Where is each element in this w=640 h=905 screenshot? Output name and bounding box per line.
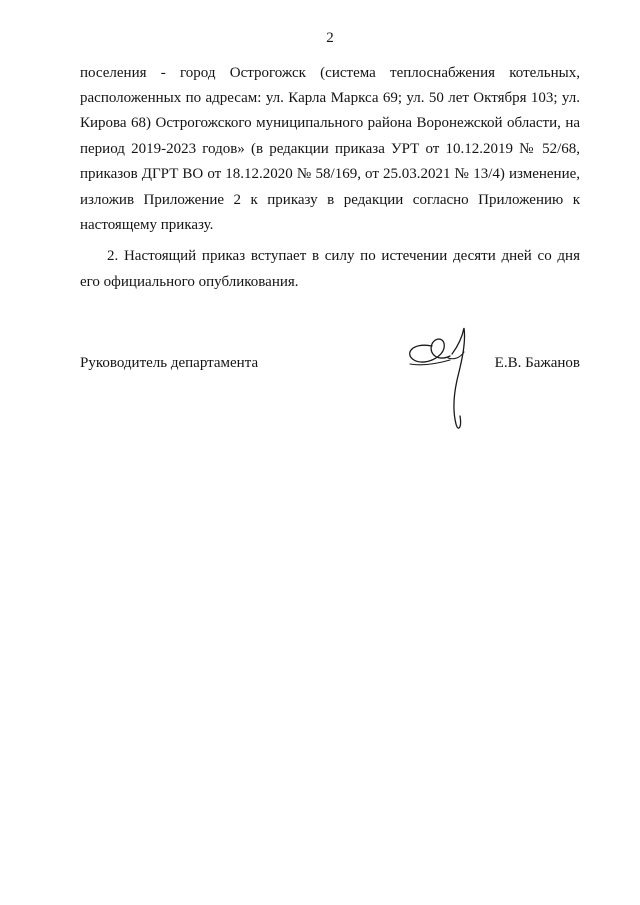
text-line: изложив Приложение 2 к приказу в редакции согласно Приложению к <box>80 192 580 208</box>
text-line: поселения - город Острогожск (система теплоснабжения котельных, <box>80 65 580 81</box>
text-line: его официального опубликования. <box>80 274 299 290</box>
text-line: 2. Настоящий приказ вступает в силу по истечении десяти дней со дня <box>107 248 580 264</box>
text-line: настоящему приказу. <box>80 217 214 233</box>
text-line: период 2019-2023 годов» (в редакции приказа УРТ от 10.12.2019 № 52/68, <box>80 141 580 157</box>
text-line: приказов ДГРТ ВО от 18.12.2020 № 58/169, от 25.03.2021 № 13/4) изменение, <box>80 166 580 182</box>
text-line: Кирова 68) Острогожского муниципального района Воронежской области, на <box>80 115 580 131</box>
page-number: 2 <box>326 30 334 46</box>
handwritten-signature <box>402 324 492 434</box>
text-line: расположенных по адресам: ул. Карла Маркса 69; ул. 50 лет Октября 103; ул. <box>80 90 580 106</box>
signatory-name: Е.В. Бажанов <box>494 355 580 371</box>
signatory-position: Руководитель департамента <box>80 355 259 371</box>
signature-block <box>80 352 580 452</box>
